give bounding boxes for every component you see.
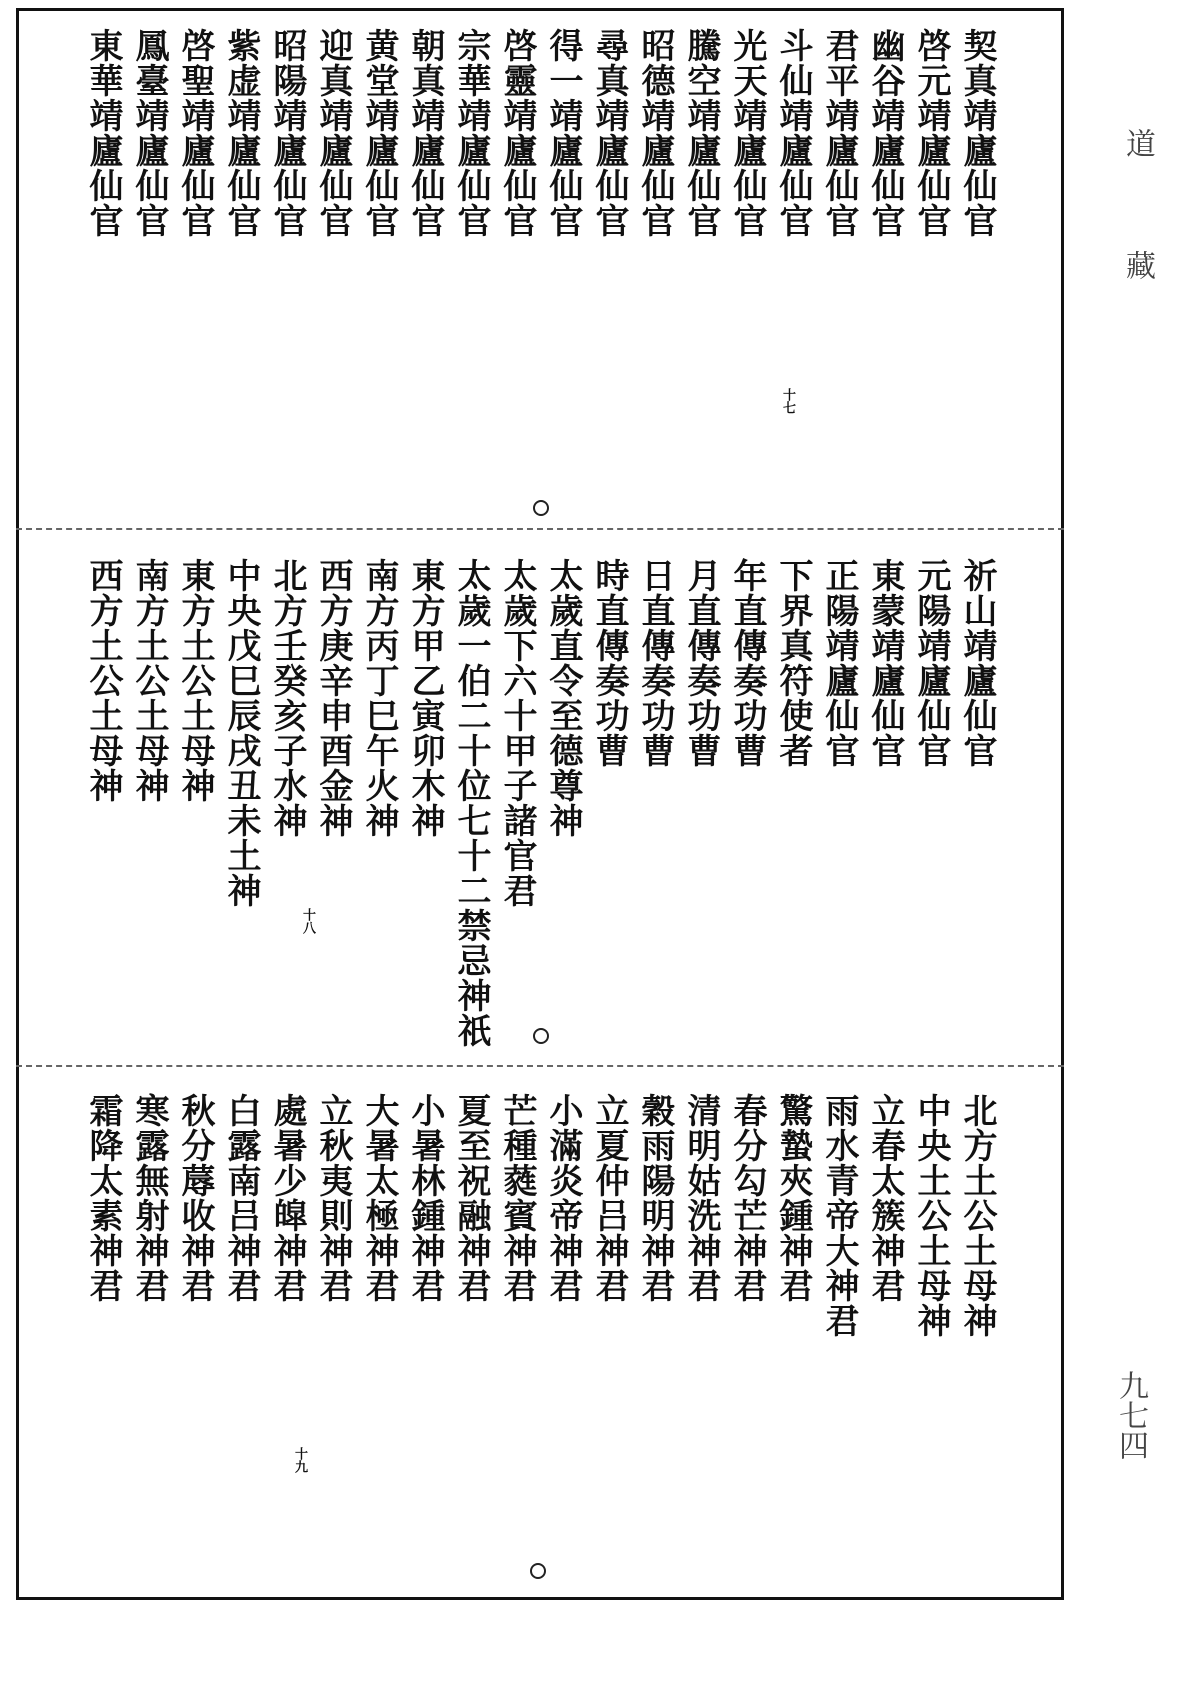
section-number: 十七 <box>780 388 795 414</box>
text-column: 東方土公土母神 <box>175 558 215 803</box>
binding-hole-icon <box>530 1563 546 1579</box>
text-column: 雨水青帝大神君 <box>819 1093 859 1338</box>
text-column: 中央土公土母神 <box>911 1093 951 1338</box>
text-column: 處暑少皡神君 <box>267 1093 307 1303</box>
text-column: 南方丙丁巳午火神 <box>359 558 399 838</box>
text-column: 東蒙靖廬仙官 <box>865 558 905 768</box>
text-column: 昭德靖廬仙官 <box>635 28 675 238</box>
section-number: 十九 <box>292 1447 307 1473</box>
text-column: 宗華靖廬仙官 <box>451 28 491 238</box>
text-column: 穀雨陽明神君 <box>635 1093 675 1303</box>
text-columns <box>80 28 1000 546</box>
text-column: 大暑太極神君 <box>359 1093 399 1303</box>
text-column: 夏至祝融神君 <box>451 1093 491 1303</box>
text-column: 祈山靖廬仙官 <box>957 558 997 768</box>
text-column: 西方土公土母神 <box>83 558 123 803</box>
text-column: 中央戊巳辰戌丑未土神 <box>221 558 261 908</box>
text-column: 小暑林鍾神君 <box>405 1093 445 1303</box>
text-column: 東華靖廬仙官 <box>83 28 123 238</box>
text-columns <box>80 558 1000 1080</box>
margin-title-top: 道 <box>1120 128 1155 158</box>
text-column: 立秋夷則神君 <box>313 1093 353 1303</box>
text-column: 霜降太素神君 <box>83 1093 123 1303</box>
text-column: 立春太簇神君 <box>865 1093 905 1303</box>
text-column: 月直傳奏功曹 <box>681 558 721 768</box>
text-column: 北方壬癸亥子水神 <box>267 558 307 838</box>
panel-3 <box>20 1075 1060 1597</box>
text-column: 太歲一伯二十位七十二禁忌神祇 <box>451 558 491 1048</box>
text-column: 迎真靖廬仙官 <box>313 28 353 238</box>
text-column: 太歲下六十甲子諸官君 <box>497 558 537 908</box>
text-column: 小滿炎帝神君 <box>543 1093 583 1303</box>
binding-hole-icon <box>533 500 549 516</box>
text-column: 啓元靖廬仙官 <box>911 28 951 238</box>
text-column: 清明姑洗神君 <box>681 1093 721 1303</box>
text-column: 立夏仲吕神君 <box>589 1093 629 1303</box>
text-column: 時直傳奏功曹 <box>589 558 629 768</box>
text-column: 得一靖廬仙官 <box>543 28 583 238</box>
text-column: 昭陽靖廬仙官 <box>267 28 307 238</box>
text-column: 太歲直令至德尊神 <box>543 558 583 838</box>
text-column: 紫虚靖廬仙官 <box>221 28 261 238</box>
text-column: 秋分蓐收神君 <box>175 1093 215 1303</box>
text-column: 啓靈靖廬仙官 <box>497 28 537 238</box>
text-column: 元陽靖廬仙官 <box>911 558 951 768</box>
text-column: 朝真靖廬仙官 <box>405 28 445 238</box>
text-column: 正陽靖廬仙官 <box>819 558 859 768</box>
text-column: 鳳臺靖廬仙官 <box>129 28 169 238</box>
margin-page-number: 九七四 <box>1113 1370 1148 1460</box>
text-column: 寒露無射神君 <box>129 1093 169 1303</box>
text-column: 南方土公土母神 <box>129 558 169 803</box>
text-column: 芒種蕤賓神君 <box>497 1093 537 1303</box>
text-column: 光天靖廬仙官 <box>727 28 767 238</box>
text-column: 斗仙靖廬仙官 <box>773 28 813 238</box>
panel-2 <box>20 540 1060 1062</box>
text-column: 幽谷靖廬仙官 <box>865 28 905 238</box>
text-column: 驚蟄夾鍾神君 <box>773 1093 813 1303</box>
text-column: 君平靖廬仙官 <box>819 28 859 238</box>
text-column: 北方土公土母神 <box>957 1093 997 1338</box>
text-column: 白露南吕神君 <box>221 1093 261 1303</box>
text-column: 西方庚辛申酉金神 <box>313 558 353 838</box>
text-column: 日直傳奏功曹 <box>635 558 675 768</box>
binding-hole-icon <box>533 1028 549 1044</box>
text-column: 騰空靖廬仙官 <box>681 28 721 238</box>
text-column: 春分勾芒神君 <box>727 1093 767 1303</box>
margin-title-bottom: 藏 <box>1120 250 1155 280</box>
text-column: 東方甲乙寅卯木神 <box>405 558 445 838</box>
text-column: 尋真靖廬仙官 <box>589 28 629 238</box>
section-number: 十八 <box>300 908 315 934</box>
text-columns <box>80 1093 1000 1615</box>
text-column: 黄堂靖廬仙官 <box>359 28 399 238</box>
text-column: 契真靖廬仙官 <box>957 28 997 238</box>
text-column: 下界真符使者 <box>773 558 813 768</box>
panel-1 <box>20 10 1060 528</box>
text-column: 啓聖靖廬仙官 <box>175 28 215 238</box>
text-column: 年直傳奏功曹 <box>727 558 767 768</box>
